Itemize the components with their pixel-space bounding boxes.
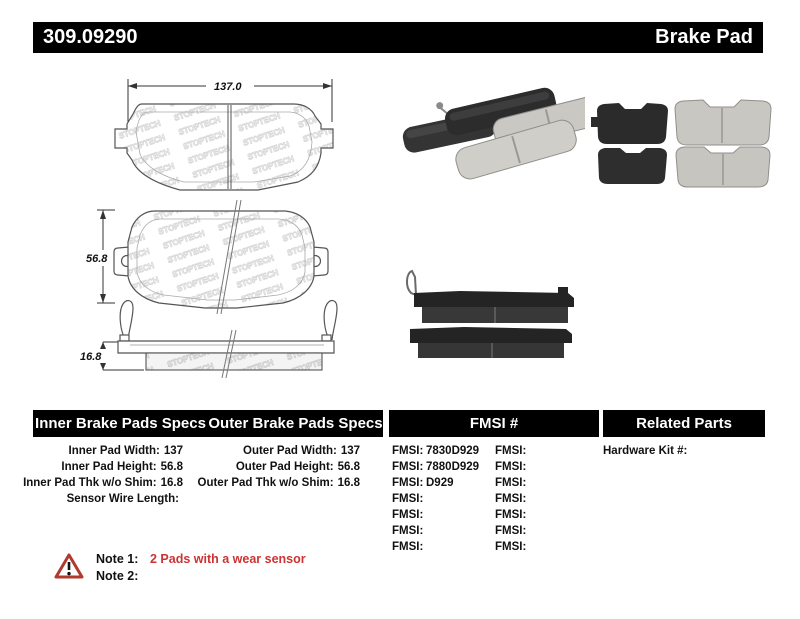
fmsi-label: FMSI: bbox=[392, 541, 424, 553]
fmsi-label: FMSI: bbox=[495, 525, 527, 537]
fmsi-row bbox=[392, 539, 492, 555]
fmsi-header: FMSI # bbox=[469, 415, 519, 432]
fmsi-value: D929 bbox=[426, 477, 454, 489]
related-parts-header: Related Parts bbox=[636, 415, 732, 432]
fmsi-label: FMSI: bbox=[495, 509, 527, 521]
fmsi-row bbox=[392, 475, 492, 491]
spec-label: Outer Pad Thk w/o Shim: bbox=[197, 477, 334, 489]
edge-pad-top bbox=[407, 271, 574, 323]
dark-pad-top-left bbox=[591, 103, 668, 144]
pad-outline bbox=[115, 104, 333, 190]
edge-pad-bottom bbox=[410, 327, 572, 358]
note-2-label: Note 2: bbox=[96, 569, 139, 583]
height-dim-label: 56.8 bbox=[86, 253, 108, 265]
outer-spec-row bbox=[193, 443, 360, 459]
spec-label: Sensor Wire Length: bbox=[66, 493, 179, 505]
inner-specs-column bbox=[23, 443, 183, 507]
spec-label: Outer Pad Width: bbox=[243, 445, 337, 457]
friction-material bbox=[146, 353, 322, 370]
fmsi-label: FMSI: bbox=[392, 461, 424, 473]
pads-specs-header-bar bbox=[33, 410, 383, 437]
note-2 bbox=[96, 568, 306, 585]
fmsi-column-1 bbox=[392, 443, 492, 555]
related-part-label: Hardware Kit #: bbox=[603, 445, 688, 457]
note-1-label: Note 1: bbox=[96, 552, 139, 566]
fmsi-value: 7880D929 bbox=[426, 461, 480, 473]
spec-label: Inner Pad Thk w/o Shim: bbox=[23, 477, 157, 489]
spec-value: 16.8 bbox=[337, 477, 360, 489]
fmsi-row bbox=[392, 459, 492, 475]
spec-value: 137 bbox=[163, 445, 183, 457]
fmsi-label: FMSI: bbox=[392, 525, 424, 537]
spec-label: Inner Pad Width: bbox=[68, 445, 160, 457]
edge-view-drawing bbox=[80, 290, 362, 380]
dark-pad-bottom-left bbox=[598, 148, 667, 184]
related-parts-column bbox=[603, 443, 763, 459]
spec-value: 56.8 bbox=[337, 461, 360, 473]
fmsi-row bbox=[495, 475, 585, 491]
related-part-row bbox=[603, 443, 763, 459]
fmsi-row bbox=[392, 443, 492, 459]
product-name: Brake Pad bbox=[655, 26, 753, 48]
spec-label: Inner Pad Height: bbox=[61, 461, 157, 473]
fmsi-label: FMSI: bbox=[495, 541, 527, 553]
fmsi-label: FMSI: bbox=[495, 493, 527, 505]
front-view-drawing bbox=[96, 72, 352, 198]
fmsi-value: 7830D929 bbox=[426, 445, 480, 457]
fmsi-column-2 bbox=[495, 443, 585, 555]
width-dim-label: 137.0 bbox=[214, 81, 242, 93]
inner-spec-row bbox=[33, 491, 183, 507]
fmsi-row bbox=[495, 523, 585, 539]
note-1-text: 2 Pads with a wear sensor bbox=[150, 552, 306, 566]
outer-spec-row bbox=[193, 459, 360, 475]
fmsi-row bbox=[495, 491, 585, 507]
fmsi-label: FMSI: bbox=[392, 509, 424, 521]
warning-icon bbox=[54, 552, 84, 580]
spec-value: 137 bbox=[340, 445, 360, 457]
inner-spec-row bbox=[23, 475, 183, 491]
inner-specs-header: Inner Brake Pads Specs bbox=[35, 415, 206, 432]
fmsi-row bbox=[495, 443, 585, 459]
fmsi-label: FMSI: bbox=[392, 493, 424, 505]
light-pad-bottom-right bbox=[676, 147, 770, 187]
part-number: 309.09290 bbox=[43, 26, 138, 48]
fmsi-row bbox=[495, 507, 585, 523]
spec-value: 56.8 bbox=[160, 461, 183, 473]
spec-value: 16.8 bbox=[160, 477, 183, 489]
photo-pad-set-flat bbox=[583, 85, 781, 203]
outer-spec-row bbox=[193, 475, 360, 491]
fmsi-label: FMSI: bbox=[392, 445, 424, 457]
note-1 bbox=[96, 551, 306, 568]
fmsi-label: FMSI: bbox=[495, 477, 527, 489]
photo-pad-pair-edge bbox=[398, 255, 590, 365]
fmsi-label: FMSI: bbox=[495, 461, 527, 473]
fmsi-header-bar bbox=[389, 410, 599, 437]
spec-label: Outer Pad Height: bbox=[235, 461, 334, 473]
inner-spec-row bbox=[33, 459, 183, 475]
related-parts-header-bar bbox=[603, 410, 765, 437]
photo-pad-set-angled bbox=[395, 85, 585, 190]
fmsi-row bbox=[392, 491, 492, 507]
outer-specs-column bbox=[193, 443, 360, 491]
thickness-dim-label: 16.8 bbox=[80, 351, 102, 363]
inner-spec-row bbox=[33, 443, 183, 459]
fmsi-row bbox=[495, 539, 585, 555]
backing-plate bbox=[118, 335, 334, 353]
retaining-clips bbox=[120, 301, 337, 340]
fmsi-label: FMSI: bbox=[392, 477, 424, 489]
fmsi-row bbox=[392, 507, 492, 523]
notes-block bbox=[96, 551, 306, 585]
fmsi-row bbox=[495, 459, 585, 475]
light-pad-top-right bbox=[675, 100, 771, 145]
fmsi-label: FMSI: bbox=[495, 445, 527, 457]
outer-specs-header: Outer Brake Pads Specs bbox=[208, 415, 383, 432]
fmsi-row bbox=[392, 523, 492, 539]
title-bar bbox=[33, 22, 763, 53]
